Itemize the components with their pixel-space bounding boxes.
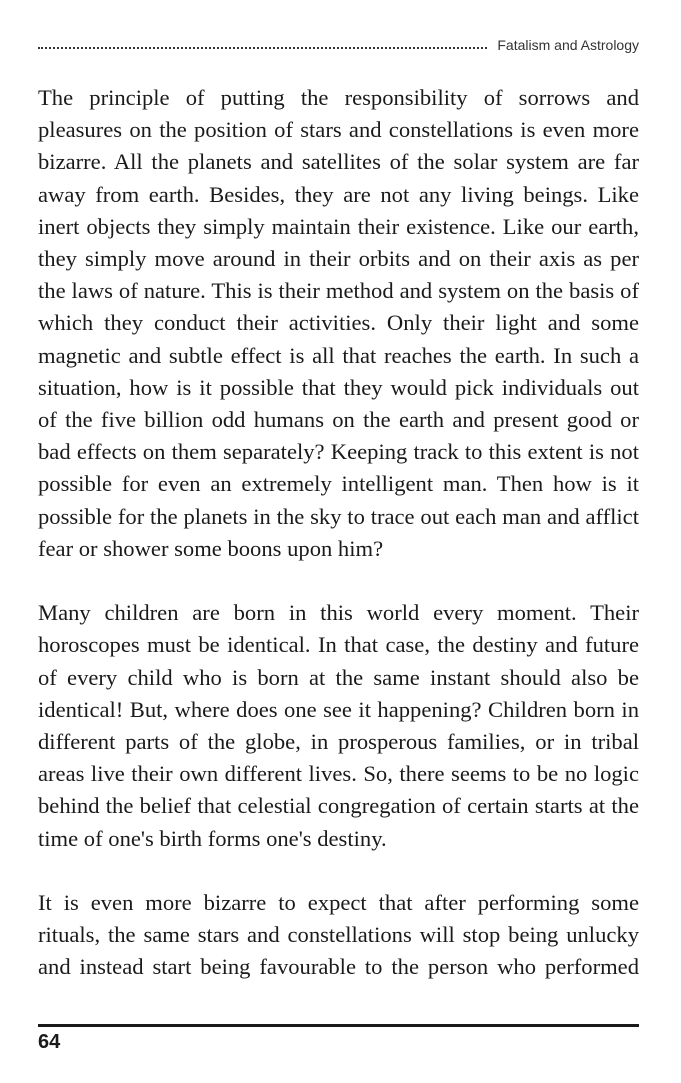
page-number: 64 bbox=[38, 1031, 61, 1053]
running-title: Fatalism and Astrology bbox=[497, 37, 639, 53]
page-body bbox=[38, 82, 639, 1016]
paragraph: Many children are born in this world every moment. Their horoscopes must be identical. In that case, the destiny and future of every child who is born at the same instant should also be identical! But, where does one see it happening? Children born in different parts of the globe, in prosperous families, or in tribal areas live their own different lives. So, there seems to be no logic behind the belief that celestial congregation of certain starts at the time of one's birth forms one's destiny. bbox=[38, 600, 639, 851]
paragraph: The principle of putting the responsibility of sorrows and pleasures on the position of stars and constellations is even more bizarre. All the planets and satellites of the solar system are far away from earth. Besides, they are not any living beings. Like inert objects they simply maintain their existence. Like our earth, they simply move around in their orbits and on their axis as per the laws of nature. This is their method and system on the basis of which they conduct their activities. Only their light and some magnetic and subtle effect is all that reaches the earth. In such a situation, how is it possible that they would pick individuals out of the five billion odd humans on the earth and present good or bad effects on them separately? Keeping track to this extent is not possible for even an extremely intelligent man. Then how is it possible for the planets in the sky to trace out each man and afflict fear or shower some boons upon him? bbox=[38, 85, 639, 561]
footer-rule bbox=[38, 1024, 639, 1027]
running-header bbox=[38, 33, 639, 53]
paragraph: It is even more bizarre to expect that after performing some rituals, the same stars and constellations will stop being unlucky and instead start being favourable to the person who performed bbox=[38, 890, 639, 980]
header-dotted-rule bbox=[38, 47, 487, 49]
